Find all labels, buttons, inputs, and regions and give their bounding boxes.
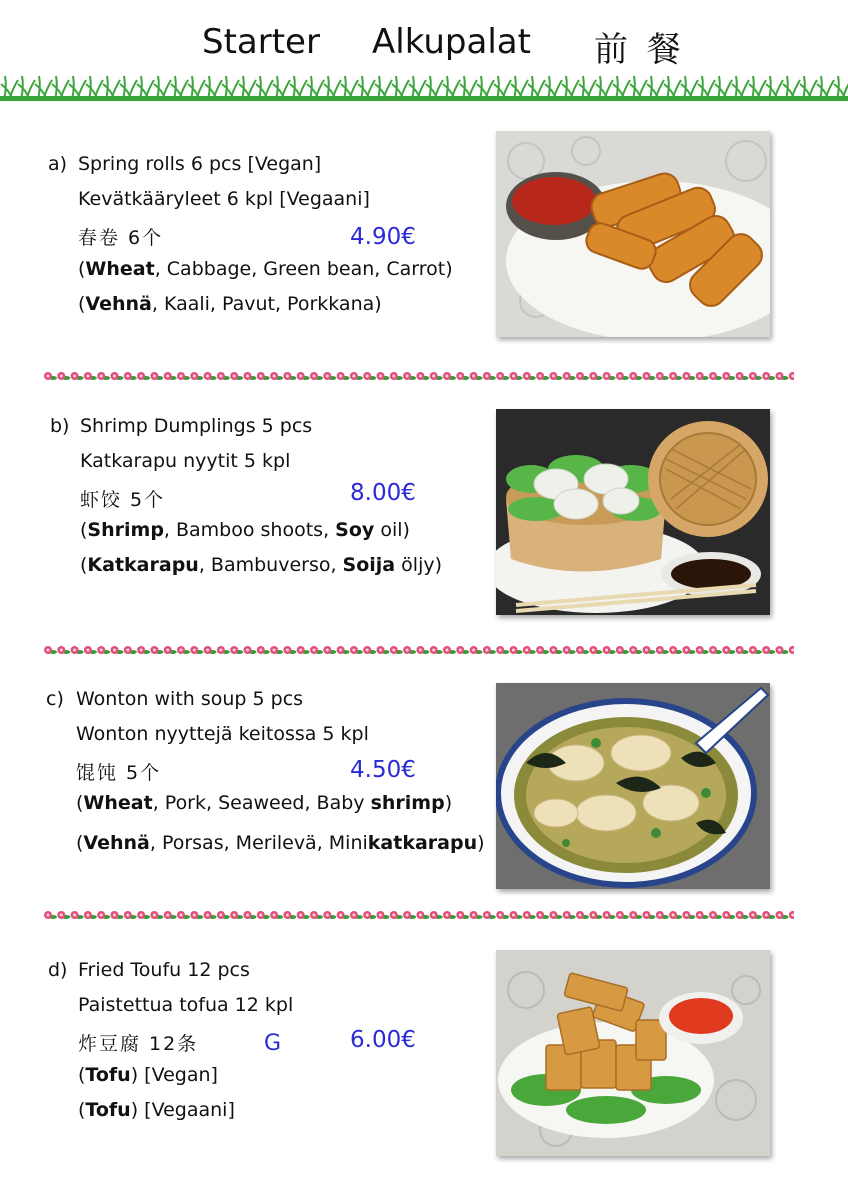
item-name-chinese: 虾饺 5个	[80, 489, 166, 511]
item-marker: d)	[48, 959, 68, 981]
item-name-chinese: 馄饨 5个	[76, 762, 162, 784]
item-price: 4.50€	[350, 757, 416, 783]
item-name-english: Fried Toufu 12 pcs	[78, 959, 250, 981]
page-header	[0, 22, 848, 72]
flower-divider	[42, 643, 794, 657]
fried-tofu-photo	[496, 950, 770, 1156]
item-name-english: Wonton with soup 5 pcs	[76, 688, 304, 710]
item-name-chinese: 炸豆腐 12条	[78, 1033, 199, 1055]
item-marker: a)	[48, 153, 68, 175]
item-price: 4.90€	[350, 224, 416, 250]
gluten-free-tag: G	[264, 1031, 282, 1056]
item-ingredients-english: (Tofu) [Vegan]	[78, 1064, 218, 1086]
flower-divider	[42, 908, 794, 922]
title-chinese: 前 餐	[594, 30, 685, 70]
item-ingredients-finnish: (Vehnä, Kaali, Pavut, Porkkana)	[78, 293, 382, 315]
item-name-finnish: Katkarapu nyytit 5 kpl	[80, 450, 291, 472]
shrimp-dumplings-photo	[496, 409, 770, 615]
item-ingredients-finnish: (Katkarapu, Bambuverso, Soija öljy)	[80, 554, 443, 576]
item-price: 8.00€	[350, 480, 416, 506]
title-finnish: Alkupalat	[372, 22, 531, 62]
wonton-soup-photo	[496, 683, 770, 889]
grass-divider	[0, 74, 848, 108]
item-price: 6.00€	[350, 1027, 416, 1053]
item-ingredients-finnish: (Vehnä, Porsas, Merilevä, Minikatkarapu)	[76, 832, 485, 854]
item-marker: b)	[50, 415, 70, 437]
item-name-finnish: Kevätkääryleet 6 kpl [Vegaani]	[78, 188, 370, 210]
item-ingredients-english: (Wheat, Cabbage, Green bean, Carrot)	[78, 258, 453, 280]
item-ingredients-english: (Shrimp, Bamboo shoots, Soy oil)	[80, 519, 410, 541]
spring-rolls-photo	[496, 131, 770, 337]
item-ingredients-english: (Wheat, Pork, Seaweed, Baby shrimp)	[76, 792, 453, 814]
item-name-finnish: Wonton nyyttejä keitossa 5 kpl	[76, 723, 369, 745]
flower-divider	[42, 369, 794, 383]
item-name-chinese: 春卷 6个	[78, 227, 164, 249]
title-english: Starter	[202, 22, 320, 62]
item-name-finnish: Paistettua tofua 12 kpl	[78, 994, 294, 1016]
item-name-english: Spring rolls 6 pcs [Vegan]	[78, 153, 322, 175]
item-marker: c)	[46, 688, 64, 710]
item-name-english: Shrimp Dumplings 5 pcs	[80, 415, 313, 437]
item-ingredients-finnish: (Tofu) [Vegaani]	[78, 1099, 235, 1121]
